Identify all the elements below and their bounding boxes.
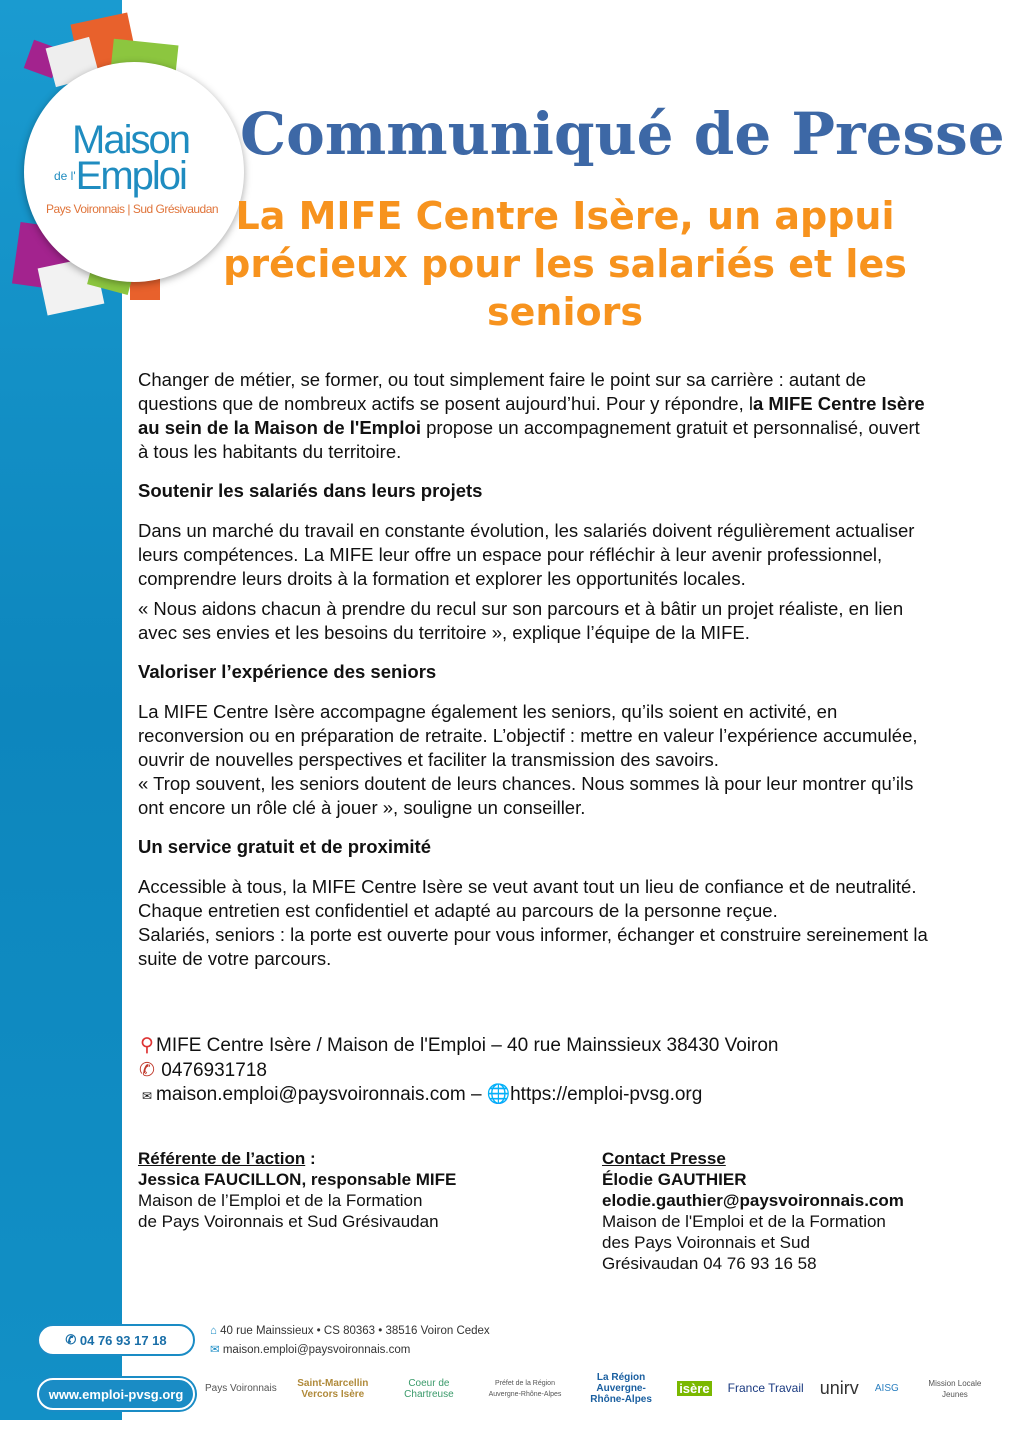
footer-address: ⌂ 40 rue Mainssieux • CS 80363 • 38516 Voiron Cedex [210,1325,490,1337]
press-email[interactable]: elodie.gauthier@paysvoironnais.com [602,1191,904,1210]
globe-icon: 🌐 [486,1084,511,1105]
footer-email: ✉ maison.emploi@paysvoironnais.com [210,1344,411,1356]
referent-name: Jessica FAUCILLON, responsable MIFE [138,1170,457,1189]
logo-text: $^{de l'}$Emploi [54,154,186,198]
partner-logo: Pays Voironnais [205,1383,277,1394]
phone: 0476931718 [161,1059,267,1081]
website-link[interactable]: https://emploi-pvsg.org [510,1084,703,1105]
partner-logo: unirv [819,1378,859,1398]
partner-logo: Saint-Marcellin Vercors Isère [297,1377,369,1400]
press-name: Élodie GAUTHIER [602,1170,747,1189]
paragraph: Dans un marché du travail en constante évolution, les salariés doivent régulièrement actualiser leurs compétences. La MIFE leur offre un espace pour réfléchir à leur avenir professionnel, comprendre leurs droits à la formation et explorer les opportunités locales. [138,520,915,589]
section-heading: Un service gratuit et de proximité [138,836,432,857]
home-icon: ⌂ [210,1325,217,1337]
partner-logo: AISG [874,1383,899,1394]
paragraph: Accessible à tous, la MIFE Centre Isère se veut avant tout un lieu de confiance et de neutralité. Chaque entretien est confidentiel et adapté au parcours de la personne reçue. Salariés, seniors : la porte est ouverte pour vous informer, échanger et construire sereinement la suite de votre parcours. [138,876,928,969]
paragraph: La MIFE Centre Isère accompagne également les seniors, qu’ils soient en activité, en reconversion ou en préparation de retraite. L’objectif : mettre en valeur l’expérience accumulée, ouvrir de nouvelles perspectives et faciliter la transmission des savoirs. « Trop souvent, les seniors doutent de leurs chances. Nous sommes là pour leur montrer qu’ils ont encore un rôle clé à jouer », souligne un conseiller. [138,701,918,818]
footer-website-pill[interactable]: www.emploi-pvsg.org [37,1378,195,1410]
envelope-icon: ✉ [210,1344,220,1356]
referent-org: de Pays Voironnais et Sud Grésivaudan [138,1212,439,1231]
referent-org: Maison de l’Emploi et de la Formation [138,1191,423,1210]
referent-block: Référente de l’action : Jessica FAUCILLON, responsable MIFE Maison de l’Emploi et de la Formation de Pays Voironnais et Sud Grésivaudan [138,1149,457,1231]
separator: – [465,1084,487,1105]
article-body [138,368,928,986]
partner-logo: France Travail [727,1381,804,1395]
partner-logo: Coeur de Chartreuse [404,1377,454,1400]
quote: « Nous aidons chacun à prendre du recul sur son parcours et à bâtir un projet réaliste, en lien avec ses envies et les besoins du territoire », explique l’équipe de la MIFE. [138,598,904,643]
subtitle: La MIFE Centre Isère, un appui précieux pour les salariés et les seniors [223,194,907,334]
referent-label: Référente de l’action [138,1149,306,1168]
address: MIFE Centre Isère / Maison de l'Emploi – 40 rue Mainssieux 38430 Voiron [156,1035,779,1056]
page-title: Communiqué de Presse [240,100,1005,168]
press-org: Grésivaudan 04 76 93 16 58 [602,1254,817,1273]
partner-logo: Mission Locale Jeunes [928,1378,982,1399]
intro-paragraph: Changer de métier, se former, ou tout simplement faire le point sur sa carrière : autant de questions que de nombreux actifs se posent aujourd’hui. Pour y répondre, la MIFE Centre Isère au sein de la Maison de l'Emploi propose un accompagnement gratuit et personnalisé, ouvert à tous les habitants du territoire. [138,369,925,462]
envelope-icon: ✉ [141,1089,153,1103]
phone-icon: ✆ [139,1059,155,1081]
logo-tagline: Pays Voironnais | Sud Grésivaudan [46,202,219,216]
partner-logo: isère [679,1381,710,1396]
press-label: Contact Presse [602,1149,726,1168]
partner-logos [205,1372,995,1405]
email-link[interactable]: maison.emploi@paysvoironnais.com [156,1084,466,1105]
press-org: des Pays Voironnais et Sud [602,1233,810,1252]
press-contact-block [602,1148,904,1274]
partner-logo: Préfet de la Région Auvergne-Rhône-Alpes [488,1379,562,1398]
phone-icon: ✆ [65,1332,80,1347]
pin-icon: ⚲ [140,1035,154,1056]
footer-phone-pill[interactable]: ✆ 04 76 93 17 18 [37,1324,195,1356]
contact-block [138,1034,779,1109]
press-org: Maison de l'Emploi et de la Formation [602,1212,886,1231]
section-heading: Valoriser l’expérience des seniors [138,661,437,682]
partner-logo: La Région Auvergne-Rhône-Alpes [590,1372,652,1405]
logo-text: Maison [72,118,189,162]
section-heading: Soutenir les salariés dans leurs projets [138,480,483,501]
